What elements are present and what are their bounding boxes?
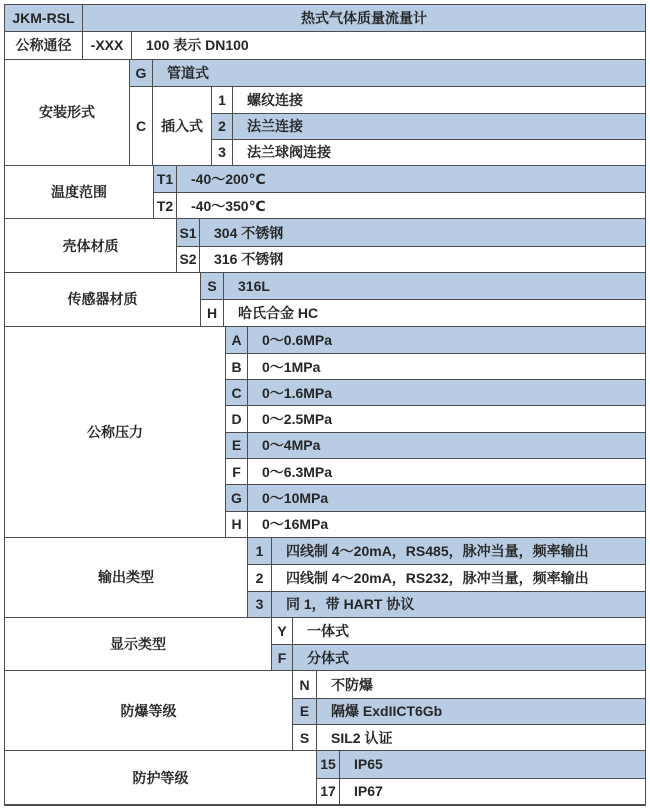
option-row <box>226 379 645 405</box>
option-value: 0～4MPa <box>262 437 321 454</box>
section-label: 壳体材质 <box>5 219 177 272</box>
option-row <box>226 484 645 510</box>
option-code: A <box>226 327 248 353</box>
option-code: H <box>226 512 248 537</box>
option-value: 0～2.5MPa <box>262 411 333 428</box>
option-value: 0～1MPa <box>262 358 321 375</box>
option-value: 304 不锈钢 <box>214 224 284 241</box>
option-row <box>226 511 645 537</box>
option-code: C <box>226 380 248 405</box>
option-code: G <box>130 60 153 86</box>
option-value: 隔爆 ExdIICT6Gb <box>331 703 443 720</box>
option-value: 一体式 <box>307 622 349 639</box>
spec-section <box>5 59 645 165</box>
option-code: E <box>226 433 248 458</box>
option-row <box>177 219 645 245</box>
option-code: 3 <box>248 592 272 617</box>
section-rows <box>177 219 645 272</box>
spec-section <box>5 537 645 617</box>
option-row-group <box>130 86 645 165</box>
option-value: 法兰球阀连接 <box>247 144 331 161</box>
group-name: 插入式 <box>153 87 212 165</box>
option-code: Y <box>272 618 293 644</box>
option-code: 1 <box>212 87 233 113</box>
option-row <box>226 353 645 379</box>
option-row <box>293 698 645 724</box>
option-code: G <box>226 485 248 510</box>
option-code: 1 <box>248 538 272 564</box>
option-code: 3 <box>212 140 233 165</box>
spec-section <box>5 617 645 671</box>
option-row <box>248 538 645 564</box>
spec-section <box>5 750 645 804</box>
section-label: 防护等级 <box>5 751 317 804</box>
option-row <box>293 671 645 697</box>
option-code: N <box>293 671 317 697</box>
group-subrows <box>212 87 645 165</box>
section-label: 安装形式 <box>5 60 130 165</box>
section-label: 输出类型 <box>5 538 248 617</box>
option-row <box>293 724 645 750</box>
option-value: 0～6.3MPa <box>262 463 333 480</box>
option-value: IP67 <box>354 783 383 800</box>
option-row <box>154 166 645 192</box>
option-value: 316 不锈钢 <box>214 251 284 268</box>
option-code: D <box>226 406 248 431</box>
option-code: 15 <box>317 751 340 777</box>
section-rows <box>154 166 645 219</box>
spec-section <box>5 272 645 326</box>
option-code: F <box>272 645 293 670</box>
spec-section <box>5 31 645 58</box>
option-value: 0～1.6MPa <box>262 384 333 401</box>
section-label: 显示类型 <box>5 618 272 671</box>
model-code: JKM-RSL <box>5 5 83 31</box>
option-row <box>226 432 645 458</box>
option-row <box>212 87 645 113</box>
option-value: 管道式 <box>167 64 209 81</box>
option-code: E <box>293 699 317 724</box>
option-row <box>272 618 645 644</box>
option-row <box>248 564 645 590</box>
option-row <box>154 192 645 218</box>
section-rows <box>272 618 645 671</box>
option-row <box>317 778 645 804</box>
option-value: 螺纹连接 <box>247 91 303 108</box>
option-value: 0～0.6MPa <box>262 331 333 348</box>
option-row <box>201 299 645 325</box>
option-code: S2 <box>177 247 200 272</box>
option-value: IP65 <box>354 756 383 773</box>
option-code: F <box>226 459 248 484</box>
option-code: T2 <box>154 193 177 218</box>
option-row <box>226 327 645 353</box>
option-row <box>83 32 645 58</box>
option-value: 分体式 <box>307 649 349 666</box>
section-rows <box>248 538 645 617</box>
spec-section <box>5 326 645 537</box>
section-label: 公称通径 <box>5 32 83 58</box>
option-code: S <box>201 273 224 299</box>
section-rows <box>130 60 645 165</box>
option-row <box>177 246 645 272</box>
option-row <box>212 139 645 165</box>
section-rows <box>293 671 645 750</box>
option-row <box>130 60 645 86</box>
spec-section <box>5 165 645 219</box>
option-row <box>226 458 645 484</box>
option-value: -40～350℃ <box>191 197 266 214</box>
group-code: C <box>130 87 153 165</box>
option-row <box>317 751 645 777</box>
option-value: 100 表示 DN100 <box>146 37 249 54</box>
section-label: 防爆等级 <box>5 671 293 750</box>
product-title: 热式气体质量流量计 <box>301 10 427 27</box>
option-value: 四线制 4～20mA，RS485，脉冲当量，频率输出 <box>286 543 589 560</box>
option-code: 17 <box>317 779 340 804</box>
option-code: B <box>226 354 248 379</box>
option-code: S1 <box>177 219 200 245</box>
option-value: SIL2 认证 <box>331 729 393 746</box>
section-rows <box>226 327 645 537</box>
option-value: 四线制 4～20mA，RS232，脉冲当量，频率输出 <box>286 569 589 586</box>
section-label: 公称压力 <box>5 327 226 537</box>
option-row <box>272 644 645 670</box>
option-code: -XXX <box>83 32 132 58</box>
section-rows <box>201 273 645 326</box>
option-value: 0～10MPa <box>262 489 329 506</box>
table-header-row <box>5 5 645 31</box>
option-value: 哈氏合金 HC <box>238 304 319 321</box>
option-row <box>201 273 645 299</box>
option-value: 316L <box>238 278 270 295</box>
option-value: 不防爆 <box>331 676 373 693</box>
option-code: 2 <box>212 114 233 139</box>
section-label: 温度范围 <box>5 166 154 219</box>
option-value: 法兰连接 <box>247 118 303 135</box>
section-label: 传感器材质 <box>5 273 201 326</box>
option-code: S <box>293 725 317 750</box>
section-rows <box>83 32 645 58</box>
option-row <box>226 405 645 431</box>
option-code: H <box>201 300 224 325</box>
option-value: 0～16MPa <box>262 516 329 533</box>
section-rows <box>317 751 645 804</box>
option-code: 2 <box>248 565 272 590</box>
spec-section <box>5 218 645 272</box>
option-row <box>248 591 645 617</box>
spec-section <box>5 670 645 750</box>
spec-table <box>4 4 646 806</box>
option-value: -40～200℃ <box>191 170 266 187</box>
option-code: T1 <box>154 166 177 192</box>
option-row <box>212 113 645 139</box>
option-value: 同 1，带 HART 协议 <box>286 596 415 613</box>
